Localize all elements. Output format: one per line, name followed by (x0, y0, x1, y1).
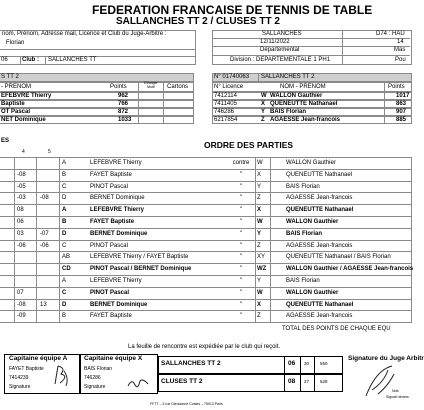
player-a-name: FAYET Baptiste (90, 171, 132, 178)
player-x-letter: W (257, 160, 263, 166)
referee-name: Florian (6, 40, 25, 46)
player-a-letter: D (62, 195, 67, 202)
player-a-name: PINOT Pascal / BERNET Dominique (90, 266, 192, 273)
result-divider (314, 356, 315, 374)
order-row-divider (0, 169, 412, 170)
referee-licence: 06 (1, 57, 8, 63)
total-label: TOTAL DES POINTS DE CHAQUE EQU (282, 326, 391, 332)
order-row-divider (0, 310, 412, 311)
versus-label: " (239, 266, 243, 273)
player-x-name: BAIS Florian (286, 278, 320, 284)
versus-label: " (239, 313, 243, 320)
team-x-licence: 7412114 (214, 93, 237, 99)
result-divider (284, 374, 285, 392)
team-a-player-points: 766 (118, 101, 129, 107)
team-x-col-name: NOM - PRENOM (280, 84, 326, 90)
player-x-letter: Z (257, 313, 261, 320)
score-set-3: 07 (17, 289, 24, 296)
team-x-name: WALLON Gauthier (270, 93, 323, 99)
player-a-letter: D (62, 230, 67, 237)
captain-x-signature (126, 376, 150, 390)
result-divider (284, 356, 285, 374)
player-a-name: LEFEBVRE Thierry / FAYET Baptiste (90, 254, 189, 261)
player-x-name: QUENEUTTE Nathanael (286, 301, 354, 308)
match-level: Départemental (260, 47, 300, 53)
team-x-points: 1017 (396, 93, 410, 99)
player-x-letter: Y (257, 230, 262, 237)
team-a-player-points: 1033 (118, 117, 132, 123)
player-x-name: WALLON Gauthier (286, 219, 339, 225)
score-set-3: -08 (17, 301, 26, 308)
team-x-letter: Z (261, 117, 265, 123)
player-a-letter: A (62, 278, 67, 284)
team-x-header: SALLANCHES TT 2 (261, 74, 315, 80)
captain-x-licence: 746286 (84, 375, 101, 381)
score-set-4: -07 (40, 230, 49, 237)
captain-x-sig-label: Signature (84, 384, 106, 390)
score-set-3: -09 (17, 313, 26, 320)
score-col-5: 5 (48, 149, 51, 155)
player-a-name: PINOT Pascal (90, 183, 128, 190)
player-x-name: WALLON Gauthier / AGAESSE Jean-francois (286, 266, 414, 273)
versus-label: " (239, 254, 243, 261)
player-x-name: WALLON Gauthier (286, 160, 336, 166)
player-a-letter: C (62, 242, 67, 249)
team-x-col-points: Points (388, 84, 405, 90)
player-a-letter: C (62, 183, 67, 190)
score-set-3: -05 (17, 183, 26, 190)
result-team: SALLANCHES TT 2 (161, 360, 221, 367)
result-sets: 30 (304, 361, 310, 366)
player-a-name: FAYET Baptiste (90, 313, 132, 320)
score-set-3: 03 (17, 230, 24, 237)
team-x-licence: 7411405 (214, 101, 237, 107)
result-sets: 27 (304, 379, 310, 384)
versus-label: " (239, 171, 243, 178)
player-a-letter: B (62, 219, 67, 225)
order-row-divider (0, 181, 412, 182)
referee-club: SALLANCHES TT (48, 57, 97, 63)
versus-label: " (239, 230, 243, 237)
right-tiny: Nott. (392, 389, 400, 393)
captain-a-sig-label: Signature (9, 384, 31, 390)
player-x-name: QUENEUTTE Nathanael (286, 207, 354, 214)
player-a-name: LEFEBVRE Thierry (90, 207, 145, 214)
team-a-col-cards: Cartons (167, 84, 189, 90)
player-a-name: BERNET Dominique (90, 301, 148, 308)
player-a-letter: AB (62, 254, 71, 261)
fftt-line: FFTT – 3 rue Dieudonné Costes – 75013 Paris (150, 402, 223, 406)
match-place: SALLANCHES (262, 31, 302, 37)
player-x-letter: Y (257, 278, 262, 284)
versus-label: " (239, 278, 243, 284)
team-x-licence: 746286 (214, 109, 235, 115)
result-divider (300, 356, 301, 374)
player-x-letter: WZ (257, 266, 267, 273)
team-x-name: QUENEUTTE Nathanael (270, 101, 338, 107)
footer-note: La feuille de rencontre est expédiée par le club qui reçoit. (128, 344, 281, 350)
title-line1: FEDERATION FRANCAISE DE TENNIS DE TABLE (92, 3, 373, 17)
team-x-name: AGAESSE Jean-francois (270, 117, 341, 123)
score-set-3: -03 (17, 195, 26, 202)
order-row-divider (0, 216, 412, 217)
order-row-divider (0, 192, 412, 193)
player-x-name: WALLON Gauthier (286, 289, 339, 296)
order-title: ORDRE DES PARTIES (204, 140, 294, 150)
score-col-4: 4 (22, 149, 25, 155)
versus-label: " (239, 219, 243, 225)
player-a-name: BERNET Dominique (90, 195, 145, 202)
versus-label: " (239, 207, 243, 214)
player-a-name: LEFEBVRE Thierry (90, 160, 142, 166)
player-x-letter: XY (257, 254, 266, 261)
score-set-3: -06 (17, 242, 26, 249)
score-set-3: 08 (17, 207, 24, 214)
order-row-divider (0, 228, 412, 229)
result-team: CLUSES TT 2 (161, 378, 203, 385)
referee-signature-label: Signature du Juge Arbitr (348, 355, 424, 362)
player-x-name: AGAESSE Jean-francois (286, 195, 353, 202)
player-a-letter: A (62, 160, 67, 166)
player-a-letter: B (62, 171, 67, 178)
result-points: 528 (320, 379, 328, 384)
team-a-player-name: NET Dominique (1, 117, 46, 123)
player-a-name: PINOT Pascal (90, 242, 128, 249)
team-a-player-points: 872 (118, 109, 129, 115)
team-a-player-points: 962 (118, 93, 129, 99)
versus-label: contre (232, 160, 250, 166)
result-divider (314, 374, 315, 392)
player-x-letter: X (257, 301, 262, 308)
score-set-4: -06 (40, 242, 49, 249)
player-x-letter: Z (257, 242, 261, 249)
player-x-name: BAIS Florian (286, 183, 320, 190)
versus-label: " (239, 301, 243, 308)
player-x-letter: W (257, 219, 263, 225)
result-score: 08 (288, 378, 296, 385)
order-row-divider (0, 251, 412, 252)
order-row-divider (0, 287, 412, 288)
team-a-col-points: Points (110, 84, 127, 90)
order-row-divider (0, 240, 412, 241)
match-division: Division : DEPARTEMENTALE 1 PH1 (230, 57, 331, 63)
player-x-letter: X (257, 171, 262, 178)
team-x-letter: Y (261, 109, 266, 115)
player-x-name: AGAESSE Jean-francois (286, 242, 353, 249)
match-level-suffix: Mas (394, 47, 406, 53)
team-a-col-foreign: Etranger Mutê (144, 81, 158, 89)
team-x-licence: 6217854 (214, 117, 238, 123)
versus-label: " (239, 183, 243, 190)
captain-a-licence: 7414239 (9, 375, 29, 381)
order-row-divider (0, 275, 412, 276)
title-line2: SALLANCHES TT 2 / CLUSES TT 2 (116, 16, 280, 27)
player-a-name: FAYET Baptiste (90, 219, 135, 225)
team-a-player-name: Baptiste (1, 101, 25, 107)
team-a-col-name: - PRENOM (1, 84, 31, 90)
player-a-name: BERNET Dominique (90, 230, 148, 237)
team-x-points: 885 (396, 117, 407, 123)
team-x-col-licence: N° Licence (214, 84, 244, 90)
player-x-letter: Z (257, 195, 261, 202)
player-a-name: PINOT Pascal (90, 289, 130, 296)
player-a-letter: D (62, 301, 67, 308)
team-a-header-row (0, 73, 194, 82)
team-x-letter: X (261, 101, 266, 107)
score-set-3: -08 (17, 171, 26, 178)
order-row-divider (0, 299, 412, 300)
captain-x-name: BAIS Florian (84, 366, 113, 372)
result-score: 06 (288, 360, 296, 367)
team-a-player-name: EFEBVRE Thierry (1, 93, 52, 99)
referee-label: nom, Prénom, Adresse mail, Licence et Club du Juge-Arbitre : (2, 31, 167, 37)
player-a-letter: B (62, 313, 67, 320)
team-x-name: BAIS Florian (270, 109, 307, 115)
match-division-suffix: Pou (395, 57, 406, 63)
versus-label: " (239, 289, 243, 296)
player-x-letter: Y (257, 183, 262, 190)
captain-a-title: Capitaine équipe A (9, 355, 68, 362)
scores-header: ES (1, 138, 10, 144)
player-a-letter: C (62, 289, 67, 296)
team-a-row (0, 100, 194, 108)
team-a-header: S TT 2 (1, 74, 19, 80)
order-row-divider (0, 204, 412, 205)
player-a-letter: CD (62, 266, 71, 273)
score-set-4: -08 (40, 195, 49, 202)
player-x-letter: X (257, 207, 262, 214)
player-x-letter: W (257, 289, 263, 296)
team-x-letter: W (261, 93, 267, 99)
team-x-points: 863 (396, 101, 407, 107)
result-points: 550 (320, 361, 328, 366)
captain-a-signature (52, 362, 74, 388)
player-x-name: BAIS Florian (286, 230, 323, 237)
player-x-name: AGAESSE Jean-francois (286, 313, 353, 320)
match-date: 12/11/2022 (260, 39, 290, 45)
result-divider (300, 374, 301, 392)
player-a-name: LEFEBVRE Thierry (90, 278, 142, 284)
versus-label: " (239, 195, 243, 202)
match-code: D74 : HAU (376, 31, 405, 37)
referee-club-label: Club : (22, 57, 39, 63)
match-date-suffix: 14 (397, 39, 404, 45)
right-tiny2: Signati nécess (386, 395, 409, 399)
score-set-4: 13 (40, 301, 47, 308)
team-x-number: N° 01740063 (214, 74, 250, 80)
captain-x-title: Capitaine équipe X (84, 355, 143, 362)
player-x-name: QUENEUTTE Nathanael (286, 171, 353, 178)
order-row-divider (0, 263, 412, 264)
score-set-3: 06 (17, 219, 24, 225)
team-a-player-name: OT Pascal (1, 109, 31, 115)
versus-label: " (239, 242, 243, 249)
player-a-letter: A (62, 207, 67, 214)
team-x-row (212, 108, 412, 116)
team-x-points: 907 (396, 109, 407, 115)
captain-a-name: FAYET Baptiste (9, 366, 44, 372)
player-x-name: QUENEUTTE Nathanael / BAIS Florian (286, 254, 391, 261)
